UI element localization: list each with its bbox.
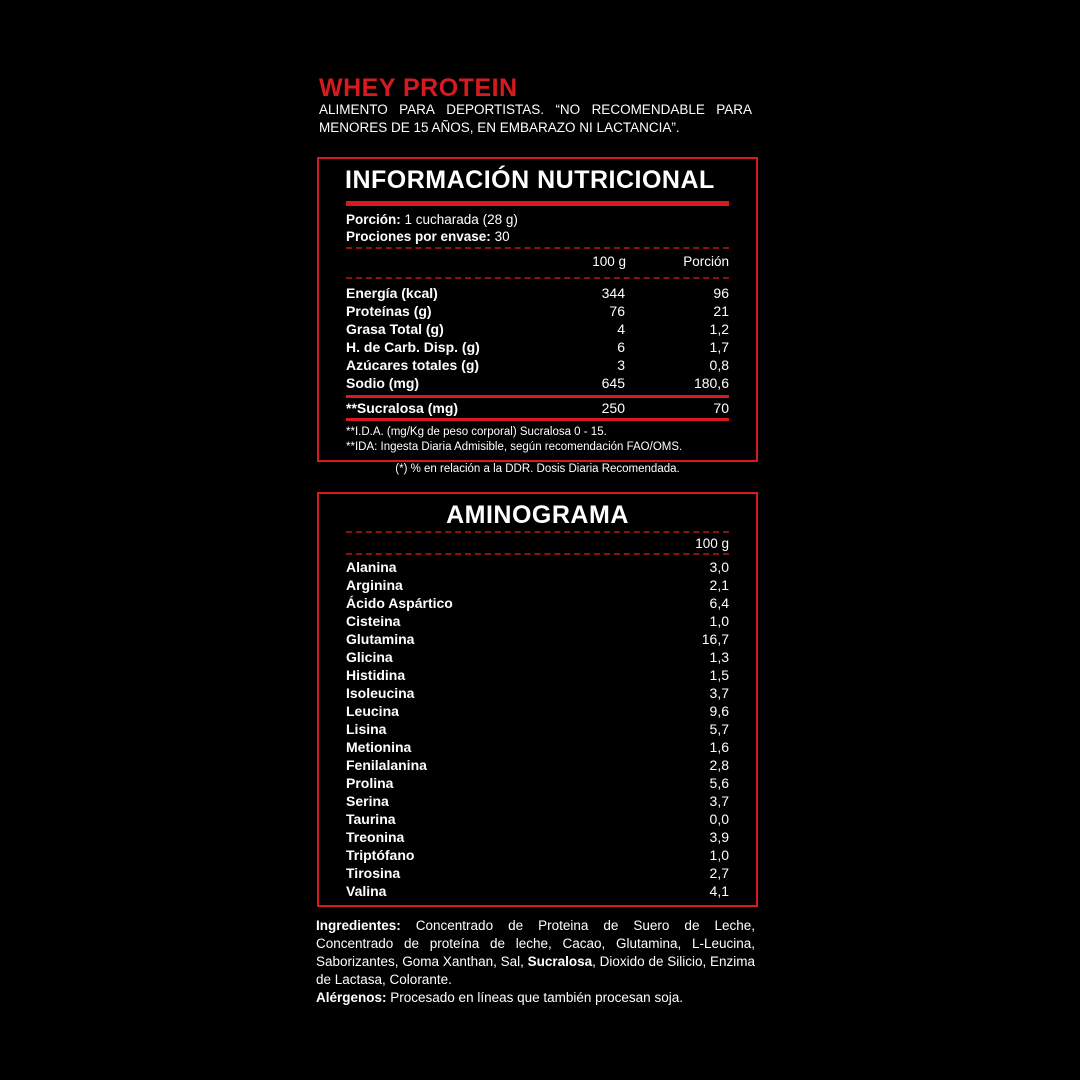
nutrient-per100: 76 [609, 303, 625, 319]
ingredients-list [316, 917, 755, 989]
nutrient-portion: 1,7 [709, 339, 729, 355]
column-header-100g: 100 g [592, 254, 626, 269]
footnote-ida-definition: **IDA: Ingesta Diaria Admisible, según recomendación FAO/OMS. [346, 441, 683, 453]
servings-per-container [346, 229, 510, 244]
nutrient-per100: 3 [617, 357, 625, 373]
amino-row [346, 721, 729, 739]
amino-row [346, 649, 729, 667]
dashed-divider [346, 531, 729, 533]
amino-row [346, 847, 729, 865]
nutrient-per100: 4 [617, 321, 625, 337]
nutrient-row [346, 357, 729, 375]
nutrient-name: H. de Carb. Disp. (g) [346, 339, 480, 355]
amino-value: 1,0 [709, 847, 729, 863]
amino-name: Treonina [346, 829, 405, 845]
amino-name: Fenilalanina [346, 757, 427, 773]
amino-name: Cisteina [346, 613, 401, 629]
red-divider [346, 395, 729, 398]
amino-name: Alanina [346, 559, 397, 575]
amino-value: 2,8 [709, 757, 729, 773]
warning-word: PARA [399, 102, 435, 117]
amino-name: Metionina [346, 739, 412, 755]
amino-row [346, 613, 729, 631]
footnote-ida: **I.D.A. (mg/Kg de peso corporal) Sucralosa 0 - 15. [346, 426, 607, 438]
amino-value: 0,0 [709, 811, 729, 827]
column-header-portion: Porción [683, 254, 729, 269]
amino-value: 2,1 [709, 577, 729, 593]
amino-value: 3,0 [709, 559, 729, 575]
dashed-divider [346, 247, 729, 249]
serving-size-label: Porción: [346, 212, 401, 227]
nutrient-row [346, 303, 729, 321]
amino-row [346, 739, 729, 757]
nutrient-row [346, 321, 729, 339]
amino-row [346, 775, 729, 793]
amino-name: Ácido Aspártico [346, 595, 453, 611]
amino-name: Isoleucina [346, 685, 415, 701]
amino-row [346, 811, 729, 829]
amino-name: Lisina [346, 721, 387, 737]
ingredients-highlight: Sucralosa [527, 954, 593, 969]
amino-row [346, 865, 729, 883]
amino-value: 1,3 [709, 649, 729, 665]
amino-name: Triptófano [346, 847, 415, 863]
dashed-divider [346, 277, 729, 279]
amino-name: Arginina [346, 577, 403, 593]
nutrient-name: Energía (kcal) [346, 285, 438, 301]
column-header-100g: 100 g [695, 536, 729, 551]
nutrient-portion: 1,2 [709, 321, 729, 337]
amino-value: 4,1 [709, 883, 729, 899]
nutrient-per100: 6 [617, 339, 625, 355]
nutrient-portion: 180,6 [693, 375, 729, 391]
title-underline [346, 201, 729, 206]
amino-name: Glicina [346, 649, 393, 665]
servings-label: Prociones por envase: [346, 229, 491, 244]
warning-word: DEPORTISTAS. [446, 102, 545, 117]
amino-value: 9,6 [709, 703, 729, 719]
amino-row [346, 595, 729, 613]
amino-name: Valina [346, 883, 387, 899]
amino-name: Histidina [346, 667, 406, 683]
servings-value: 30 [490, 229, 510, 244]
amino-row [346, 631, 729, 649]
dashed-divider [346, 553, 729, 555]
nutrient-name: Grasa Total (g) [346, 321, 444, 337]
nutrient-name: Azúcares totales (g) [346, 357, 480, 373]
product-title: WHEY PROTEIN [319, 74, 518, 102]
warning-word: RECOMENDABLE [591, 102, 705, 117]
ddr-note: (*) % en relación a la DDR. Dosis Diaria Recomendada. [395, 463, 680, 475]
amino-value: 1,0 [709, 613, 729, 629]
aminogram-title: AMINOGRAMA [446, 501, 629, 529]
warning-line-2: MENORES DE 15 AÑOS, EN EMBARAZO NI LACTANCIA”. [319, 120, 680, 135]
amino-row [346, 793, 729, 811]
sweetener-row [346, 400, 729, 418]
amino-row [346, 757, 729, 775]
allergens-text: Procesado en líneas que también procesan soja. [386, 990, 683, 1005]
amino-value: 3,7 [709, 685, 729, 701]
amino-value: 5,7 [709, 721, 729, 737]
amino-value: 5,6 [709, 775, 729, 791]
warning-line-1 [319, 101, 752, 119]
amino-value: 3,7 [709, 793, 729, 809]
amino-name: Leucina [346, 703, 399, 719]
nutrient-per100: 645 [601, 375, 625, 391]
warning-word: ALIMENTO [319, 102, 388, 117]
serving-size [346, 212, 518, 227]
nutrient-row [346, 375, 729, 393]
amino-row [346, 703, 729, 721]
amino-value: 16,7 [701, 631, 729, 647]
amino-row [346, 559, 729, 577]
amino-name: Serina [346, 793, 389, 809]
serving-size-value: 1 cucharada (28 g) [400, 212, 518, 227]
warning-word: “NO [555, 102, 581, 117]
amino-name: Prolina [346, 775, 394, 791]
nutrient-portion: 0,8 [709, 357, 729, 373]
sweetener-per100: 250 [601, 400, 625, 416]
amino-value: 6,4 [709, 595, 729, 611]
amino-row [346, 577, 729, 595]
ingredients-block [316, 917, 755, 1007]
amino-value: 3,9 [709, 829, 729, 845]
red-divider [346, 418, 729, 421]
nutrient-portion: 96 [713, 285, 729, 301]
amino-row [346, 685, 729, 703]
amino-row [346, 883, 729, 901]
amino-row [346, 829, 729, 847]
nutrient-row [346, 339, 729, 357]
nutrition-title: INFORMACIÓN NUTRICIONAL [345, 166, 715, 194]
amino-value: 2,7 [709, 865, 729, 881]
amino-name: Tirosina [346, 865, 401, 881]
amino-value: 1,5 [709, 667, 729, 683]
sweetener-name: **Sucralosa (mg) [346, 400, 459, 416]
ingredients-label: Ingredientes: [316, 918, 401, 933]
warning-word: PARA [716, 102, 752, 117]
amino-value: 1,6 [709, 739, 729, 755]
nutrient-name: Sodio (mg) [346, 375, 420, 391]
allergens [316, 989, 755, 1007]
allergens-label: Alérgenos: [316, 990, 387, 1005]
nutrient-row [346, 285, 729, 303]
amino-row [346, 667, 729, 685]
nutrient-name: Proteínas (g) [346, 303, 432, 319]
amino-name: Taurina [346, 811, 396, 827]
ingredients-text: , Dioxido de Silicio, Enzima de Lactasa, Colorante. [316, 954, 755, 987]
product-warning [319, 101, 752, 137]
sweetener-portion: 70 [713, 400, 729, 416]
ingredients-text: Concentrado de Proteina de Suero de Leche, Concentrado de proteína de leche, Cacao, Glutamina, L-Leucina, Saborizantes, Goma Xanthan, Sal, [316, 918, 755, 969]
amino-name: Glutamina [346, 631, 415, 647]
nutrient-portion: 21 [713, 303, 729, 319]
nutrient-per100: 344 [601, 285, 625, 301]
